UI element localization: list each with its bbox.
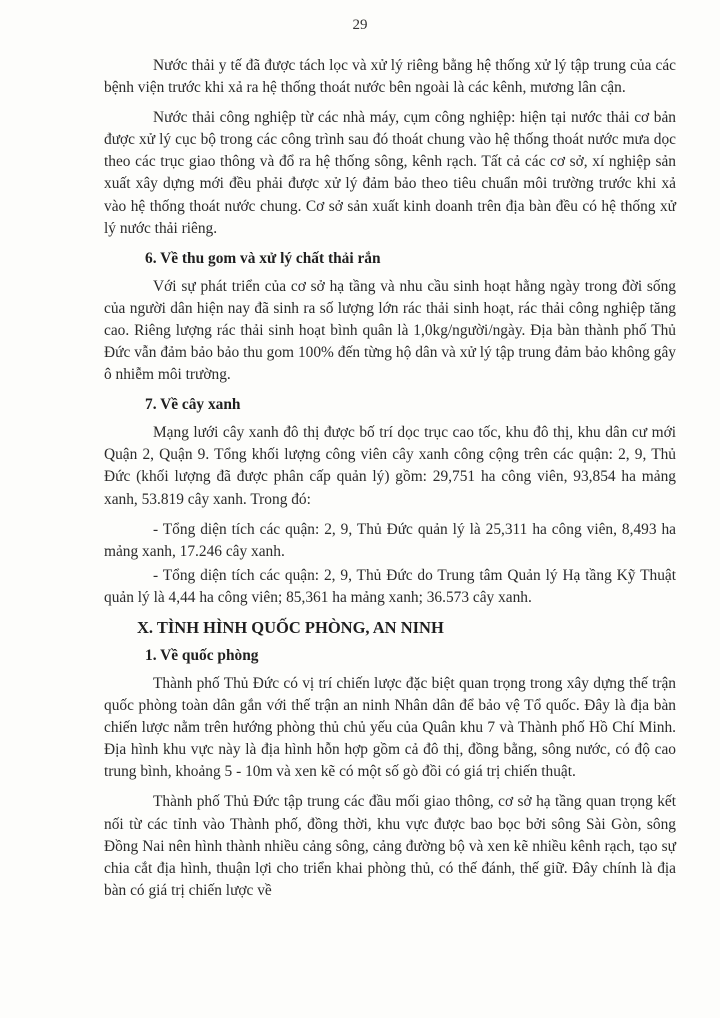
paragraph-district-managed: - Tổng diện tích các quận: 2, 9, Thủ Đức quản lý là 25,311 ha công viên, 8,493 ha mảng xanh, 17.246 cây xanh. [104, 520, 676, 560]
heading-solid-waste: 6. Về thu gom và xử lý chất thải rắn [145, 249, 381, 267]
paragraph-green-network: Mạng lưới cây xanh đô thị được bố trí dọc trục cao tốc, khu đô thị, khu dân cư mới Quận 2, Quận 9. Tổng khối lượng công viên cây xanh công cộng trên các quận: 2, 9, Thủ Đức (khối lượng đã được phân cấp quản lý) gồm: 29,751 ha công viên, 93,854 ha mảng xanh, 53.819 cây xanh. Trong đó: [104, 424, 676, 508]
paragraph-medical-wastewater: Nước thải y tế đã được tách lọc và xử lý riêng bằng hệ thống xử lý tập trung của các bệnh viện trước khi xả ra hệ thống thoát nước bên ngoài là các kênh, mương lân cận. [104, 57, 676, 97]
document-body [104, 55, 676, 910]
heading-national-defense: 1. Về quốc phòng [145, 646, 259, 664]
paragraph-transport-hubs: Thành phố Thủ Đức tập trung các đầu mối giao thông, cơ sở hạ tầng quan trọng kết nối từ các tỉnh vào Thành phố, đồng thời, khu vực được bao bọc bởi sông Sài Gòn, sông Đồng Nai nên hình thành nhiều cảng sông, cảng đường bộ và xen kẽ nhiều kênh rạch, tạo sự chia cắt địa hình, thuận lợi cho triển khai phòng thủ, có thế đánh, thế giữ. Đây chính là địa bàn có giá trị chiến lược về [104, 793, 676, 899]
paragraph-center-managed: - Tổng diện tích các quận: 2, 9, Thủ Đức do Trung tâm Quản lý Hạ tầng Kỹ Thuật quản lý là 4,44 ha công viên; 85,361 ha mảng xanh; 36.573 cây xanh. [104, 566, 676, 606]
heading-green-trees: 7. Về cây xanh [145, 396, 241, 414]
paragraph-solid-waste: Với sự phát triển của cơ sở hạ tầng và nhu cầu sinh hoạt hằng ngày trong đời sống của người dân hiện nay đã sinh ra số lượng lớn rác thải sinh hoạt, rác thải công nghiệp tăng cao. Riêng lượng rác thải sinh hoạt bình quân là 1,0kg/người/ngày. Địa bàn thành phố Thủ Đức vẫn đảm bảo bảo thu gom 100% đến từng hộ dân và xử lý tập trung đảm bảo không gây ô nhiễm môi trường. [104, 277, 676, 384]
paragraph-strategic-position: Thành phố Thủ Đức có vị trí chiến lược đặc biệt quan trọng trong xây dựng thế trận quốc phòng toàn dân gắn với thế trận an ninh Nhân dân để bảo vệ Tổ quốc. Đây là địa bàn chiến lược nằm trên hướng phòng thủ chủ yếu của Quân khu 7 và Thành phố Hồ Chí Minh. Địa hình khu vực này là địa hình hỗn hợp gồm cả đô thị, đồng bằng, sông nước, có độ cao trung bình, khoảng 5 - 10m và xen kẽ có một số gò đồi có giá trị chiến thuật. [104, 674, 676, 781]
paragraph-industrial-wastewater: Nước thải công nghiệp từ các nhà máy, cụm công nghiệp: hiện tại nước thải cơ bản được xử lý cục bộ trong các công trình sau đó thoát chung vào hệ thống thoát nước mưa dọc theo các trục giao thông và đổ ra hệ thống sông, kênh rạch. Tất cả các cơ sở, xí nghiệp sản xuất xây dựng mới đều phải được xử lý đảm bảo theo tiêu chuẩn môi trường trước khi xả vào hệ thống thoát nước chung. Cơ sở sản xuất kinh doanh trên địa bàn đều có hệ thống xử lý nước thải riêng. [104, 109, 676, 237]
section-heading-defense-security: X. TÌNH HÌNH QUỐC PHÒNG, AN NINH [137, 617, 444, 637]
page-number: 29 [352, 17, 368, 33]
